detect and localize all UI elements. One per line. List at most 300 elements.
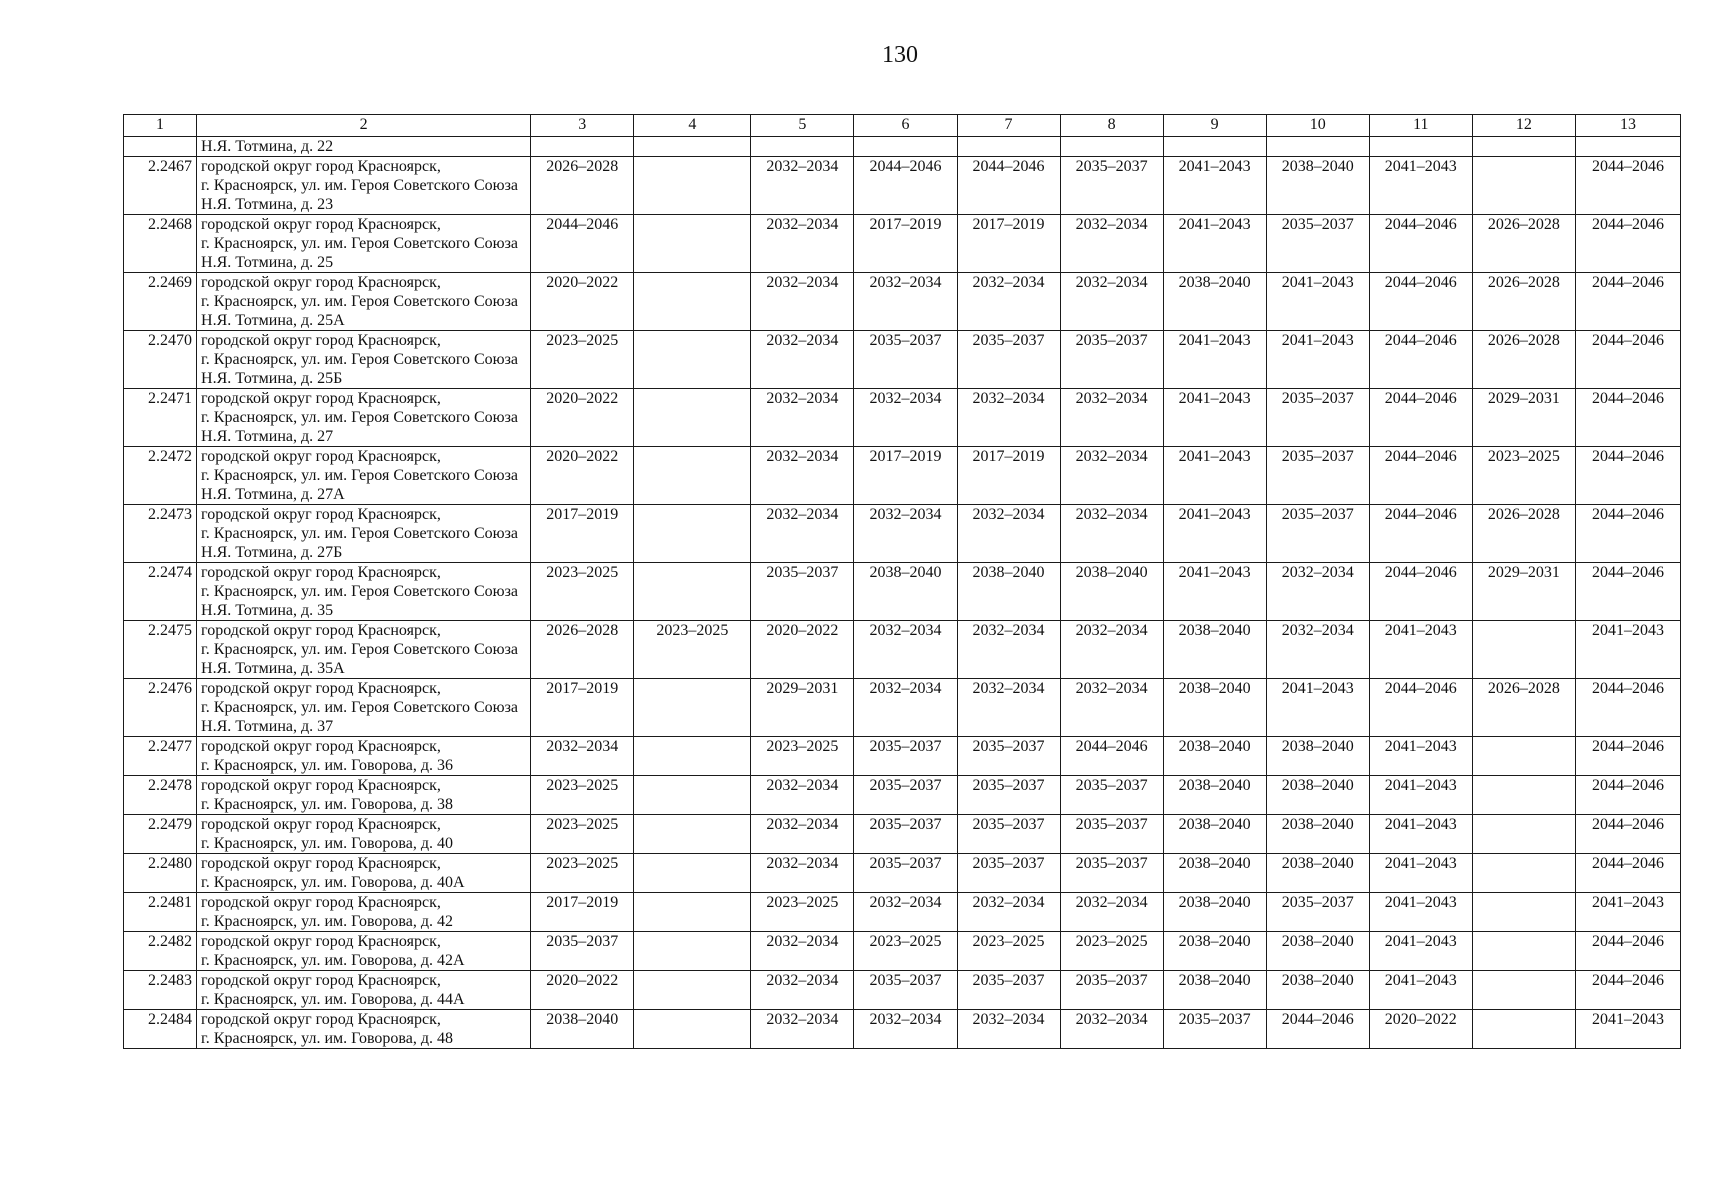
address-line: Н.Я. Тотмина, д. 27А	[201, 486, 345, 503]
period-cell-col-11: 2041–2043	[1369, 621, 1472, 679]
period-cell-col-6: 2017–2019	[854, 215, 957, 273]
period-cell-col-10: 2041–2043	[1266, 679, 1369, 737]
period-cell-col-11: 2041–2043	[1369, 971, 1472, 1010]
period-cell-col-9: 2041–2043	[1163, 505, 1266, 563]
period-cell-col-6: 2035–2037	[854, 737, 957, 776]
period-cell-col-11: 2044–2046	[1369, 679, 1472, 737]
period-cell-col-8: 2044–2046	[1060, 737, 1163, 776]
period-cell-col-13: 2044–2046	[1575, 563, 1680, 621]
period-cell-col-11: 2041–2043	[1369, 932, 1472, 971]
row-number-cell	[124, 137, 197, 157]
period-cell-col-10: 2032–2034	[1266, 621, 1369, 679]
period-cell-col-6: 2035–2037	[854, 971, 957, 1010]
period-cell-col-5: 2035–2037	[751, 563, 854, 621]
period-cell-col-7: 2035–2037	[957, 737, 1060, 776]
period-cell-col-7: 2044–2046	[957, 157, 1060, 215]
row-number-cell: 2.2469	[124, 273, 197, 331]
period-cell-col-5: 2032–2034	[751, 854, 854, 893]
period-cell-col-5: 2032–2034	[751, 932, 854, 971]
period-cell-col-5: 2032–2034	[751, 331, 854, 389]
period-cell-col-4	[634, 679, 751, 737]
row-number-cell: 2.2484	[124, 1010, 197, 1049]
address-line: городской округ город Красноярск,	[201, 332, 441, 349]
table-body	[124, 137, 1681, 1049]
address-line: Н.Я. Тотмина, д. 25А	[201, 312, 345, 329]
address-line: г. Красноярск, ул. им. Героя Советского Союза	[201, 583, 519, 600]
address-line: г. Красноярск, ул. им. Говорова, д. 44А	[201, 991, 465, 1008]
period-cell-col-7: 2032–2034	[957, 1010, 1060, 1049]
period-cell-col-6	[854, 137, 957, 157]
period-cell-col-3: 2026–2028	[531, 157, 634, 215]
table-row	[124, 505, 1681, 563]
period-cell-col-11: 2041–2043	[1369, 157, 1472, 215]
table-row	[124, 815, 1681, 854]
address-cell	[197, 157, 531, 215]
period-cell-col-11: 2041–2043	[1369, 776, 1472, 815]
period-cell-col-7: 2032–2034	[957, 893, 1060, 932]
period-cell-col-10: 2041–2043	[1266, 331, 1369, 389]
column-number-header-row	[124, 115, 1681, 137]
period-cell-col-8: 2023–2025	[1060, 932, 1163, 971]
period-cell-col-10: 2041–2043	[1266, 273, 1369, 331]
address-line: Н.Я. Тотмина, д. 22	[201, 138, 334, 155]
period-cell-col-8: 2035–2037	[1060, 971, 1163, 1010]
column-header-10: 10	[1266, 115, 1369, 137]
period-cell-col-13: 2044–2046	[1575, 157, 1680, 215]
period-cell-col-13: 2041–2043	[1575, 621, 1680, 679]
table-row	[124, 971, 1681, 1010]
period-cell-col-5: 2032–2034	[751, 815, 854, 854]
period-cell-col-10: 2035–2037	[1266, 447, 1369, 505]
period-cell-col-3: 2038–2040	[531, 1010, 634, 1049]
row-number-cell: 2.2482	[124, 932, 197, 971]
row-number-cell: 2.2475	[124, 621, 197, 679]
period-cell-col-9: 2038–2040	[1163, 893, 1266, 932]
period-cell-col-3: 2020–2022	[531, 971, 634, 1010]
address-line: городской округ город Красноярск,	[201, 933, 441, 950]
period-cell-col-13: 2044–2046	[1575, 447, 1680, 505]
address-cell	[197, 389, 531, 447]
period-cell-col-13	[1575, 137, 1680, 157]
address-cell	[197, 737, 531, 776]
period-cell-col-13: 2044–2046	[1575, 971, 1680, 1010]
table-row	[124, 157, 1681, 215]
period-cell-col-13: 2044–2046	[1575, 273, 1680, 331]
period-cell-col-11: 2020–2022	[1369, 1010, 1472, 1049]
address-cell	[197, 621, 531, 679]
period-cell-col-6: 2017–2019	[854, 447, 957, 505]
address-line: городской округ город Красноярск,	[201, 972, 441, 989]
period-cell-col-4	[634, 971, 751, 1010]
period-cell-col-5: 2029–2031	[751, 679, 854, 737]
column-header-2: 2	[197, 115, 531, 137]
period-cell-col-5: 2032–2034	[751, 273, 854, 331]
period-cell-col-7: 2035–2037	[957, 971, 1060, 1010]
period-cell-col-5: 2032–2034	[751, 1010, 854, 1049]
table-row	[124, 679, 1681, 737]
period-cell-col-6: 2032–2034	[854, 389, 957, 447]
table-row	[124, 137, 1681, 157]
period-cell-col-13: 2044–2046	[1575, 505, 1680, 563]
address-line: г. Красноярск, ул. им. Героя Советского Союза	[201, 177, 519, 194]
address-cell	[197, 563, 531, 621]
period-cell-col-12	[1472, 621, 1575, 679]
address-line: Н.Я. Тотмина, д. 25Б	[201, 370, 343, 387]
row-number-cell: 2.2479	[124, 815, 197, 854]
period-cell-col-5: 2032–2034	[751, 505, 854, 563]
period-cell-col-5	[751, 137, 854, 157]
period-cell-col-7: 2023–2025	[957, 932, 1060, 971]
period-cell-col-11: 2044–2046	[1369, 505, 1472, 563]
period-cell-col-5: 2023–2025	[751, 893, 854, 932]
period-cell-col-4	[634, 815, 751, 854]
table-row	[124, 389, 1681, 447]
period-cell-col-6: 2023–2025	[854, 932, 957, 971]
period-cell-col-9: 2038–2040	[1163, 776, 1266, 815]
address-line: г. Красноярск, ул. им. Говорова, д. 48	[201, 1030, 454, 1047]
period-cell-col-4	[634, 776, 751, 815]
period-cell-col-9: 2041–2043	[1163, 389, 1266, 447]
period-cell-col-8: 2035–2037	[1060, 815, 1163, 854]
period-cell-col-7: 2032–2034	[957, 389, 1060, 447]
address-line: г. Красноярск, ул. им. Героя Советского Союза	[201, 293, 519, 310]
period-cell-col-6: 2035–2037	[854, 776, 957, 815]
address-line: городской округ город Красноярск,	[201, 448, 441, 465]
period-cell-col-7: 2032–2034	[957, 679, 1060, 737]
table-row	[124, 854, 1681, 893]
period-cell-col-10: 2038–2040	[1266, 157, 1369, 215]
period-cell-col-9: 2041–2043	[1163, 447, 1266, 505]
period-cell-col-4	[634, 563, 751, 621]
period-cell-col-10: 2038–2040	[1266, 776, 1369, 815]
period-cell-col-13: 2041–2043	[1575, 893, 1680, 932]
period-cell-col-7: 2032–2034	[957, 621, 1060, 679]
period-cell-col-11: 2044–2046	[1369, 215, 1472, 273]
period-cell-col-13: 2044–2046	[1575, 331, 1680, 389]
period-cell-col-13: 2041–2043	[1575, 1010, 1680, 1049]
row-number-cell: 2.2474	[124, 563, 197, 621]
address-line: Н.Я. Тотмина, д. 35А	[201, 660, 345, 677]
address-line: городской округ город Красноярск,	[201, 390, 441, 407]
period-cell-col-4: 2023–2025	[634, 621, 751, 679]
period-cell-col-12	[1472, 157, 1575, 215]
period-cell-col-11: 2041–2043	[1369, 854, 1472, 893]
period-cell-col-7: 2032–2034	[957, 273, 1060, 331]
period-cell-col-7: 2017–2019	[957, 215, 1060, 273]
period-cell-col-6: 2035–2037	[854, 854, 957, 893]
period-cell-col-7: 2035–2037	[957, 331, 1060, 389]
table-row	[124, 737, 1681, 776]
period-cell-col-9: 2038–2040	[1163, 932, 1266, 971]
period-cell-col-6: 2032–2034	[854, 505, 957, 563]
period-cell-col-13: 2044–2046	[1575, 815, 1680, 854]
period-cell-col-8: 2035–2037	[1060, 854, 1163, 893]
period-cell-col-5: 2032–2034	[751, 215, 854, 273]
table-row	[124, 893, 1681, 932]
table-row	[124, 621, 1681, 679]
address-line: г. Красноярск, ул. им. Говорова, д. 36	[201, 757, 454, 774]
address-line: Н.Я. Тотмина, д. 25	[201, 254, 334, 271]
period-cell-col-6: 2032–2034	[854, 621, 957, 679]
period-cell-col-9: 2041–2043	[1163, 331, 1266, 389]
address-line: Н.Я. Тотмина, д. 35	[201, 602, 334, 619]
address-cell	[197, 137, 531, 157]
period-cell-col-10: 2044–2046	[1266, 1010, 1369, 1049]
address-line: г. Красноярск, ул. им. Говорова, д. 42А	[201, 952, 465, 969]
period-cell-col-10	[1266, 137, 1369, 157]
period-cell-col-4	[634, 893, 751, 932]
period-cell-col-4	[634, 389, 751, 447]
period-cell-col-7: 2035–2037	[957, 854, 1060, 893]
address-cell	[197, 815, 531, 854]
period-cell-col-13: 2044–2046	[1575, 932, 1680, 971]
address-line: г. Красноярск, ул. им. Героя Советского Союза	[201, 351, 519, 368]
period-cell-col-12	[1472, 932, 1575, 971]
period-cell-col-8: 2032–2034	[1060, 215, 1163, 273]
period-cell-col-12	[1472, 1010, 1575, 1049]
period-cell-col-9: 2041–2043	[1163, 215, 1266, 273]
address-line: городской округ город Красноярск,	[201, 564, 441, 581]
period-cell-col-6: 2044–2046	[854, 157, 957, 215]
column-header-11: 11	[1369, 115, 1472, 137]
period-cell-col-5: 2032–2034	[751, 389, 854, 447]
address-cell	[197, 1010, 531, 1049]
period-cell-col-3: 2032–2034	[531, 737, 634, 776]
period-cell-col-12	[1472, 893, 1575, 932]
period-cell-col-7: 2032–2034	[957, 505, 1060, 563]
table-row	[124, 932, 1681, 971]
period-cell-col-3: 2026–2028	[531, 621, 634, 679]
period-cell-col-9: 2041–2043	[1163, 157, 1266, 215]
period-cell-col-11	[1369, 137, 1472, 157]
period-cell-col-4	[634, 505, 751, 563]
period-cell-col-10: 2038–2040	[1266, 854, 1369, 893]
address-line: г. Красноярск, ул. им. Говорова, д. 40	[201, 835, 454, 852]
address-line: Н.Я. Тотмина, д. 37	[201, 718, 334, 735]
page-number: 130	[882, 42, 918, 68]
period-cell-col-13: 2044–2046	[1575, 776, 1680, 815]
address-cell	[197, 273, 531, 331]
address-cell	[197, 331, 531, 389]
period-cell-col-4	[634, 932, 751, 971]
row-number-cell: 2.2473	[124, 505, 197, 563]
column-header-7: 7	[957, 115, 1060, 137]
period-cell-col-12	[1472, 137, 1575, 157]
period-cell-col-3: 2023–2025	[531, 563, 634, 621]
period-cell-col-4	[634, 447, 751, 505]
period-cell-col-4	[634, 157, 751, 215]
period-cell-col-12: 2023–2025	[1472, 447, 1575, 505]
period-cell-col-8: 2032–2034	[1060, 389, 1163, 447]
period-cell-col-10: 2035–2037	[1266, 505, 1369, 563]
period-cell-col-4	[634, 331, 751, 389]
period-cell-col-9	[1163, 137, 1266, 157]
period-cell-col-12	[1472, 776, 1575, 815]
period-cell-col-3: 2020–2022	[531, 389, 634, 447]
period-cell-col-13: 2044–2046	[1575, 854, 1680, 893]
period-cell-col-4	[634, 215, 751, 273]
period-cell-col-4	[634, 273, 751, 331]
period-cell-col-8: 2032–2034	[1060, 505, 1163, 563]
period-cell-col-9: 2038–2040	[1163, 854, 1266, 893]
period-cell-col-10: 2035–2037	[1266, 389, 1369, 447]
period-cell-col-12: 2029–2031	[1472, 563, 1575, 621]
period-cell-col-7	[957, 137, 1060, 157]
period-cell-col-9: 2038–2040	[1163, 679, 1266, 737]
address-cell	[197, 932, 531, 971]
period-cell-col-4	[634, 137, 751, 157]
address-line: городской округ город Красноярск,	[201, 816, 441, 833]
period-cell-col-10: 2032–2034	[1266, 563, 1369, 621]
address-line: городской округ город Красноярск,	[201, 855, 441, 872]
address-line: городской округ город Красноярск,	[201, 622, 441, 639]
address-line: Н.Я. Тотмина, д. 27	[201, 428, 334, 445]
row-number-cell: 2.2477	[124, 737, 197, 776]
row-number-cell: 2.2481	[124, 893, 197, 932]
period-cell-col-10: 2038–2040	[1266, 737, 1369, 776]
column-header-5: 5	[751, 115, 854, 137]
period-cell-col-9: 2038–2040	[1163, 971, 1266, 1010]
row-number-cell: 2.2476	[124, 679, 197, 737]
period-cell-col-8: 2032–2034	[1060, 1010, 1163, 1049]
address-line: г. Красноярск, ул. им. Героя Советского Союза	[201, 641, 519, 658]
period-cell-col-12	[1472, 815, 1575, 854]
address-line: Н.Я. Тотмина, д. 27Б	[201, 544, 343, 561]
period-cell-col-8: 2032–2034	[1060, 447, 1163, 505]
period-cell-col-9: 2038–2040	[1163, 815, 1266, 854]
period-cell-col-12	[1472, 737, 1575, 776]
column-header-3: 3	[531, 115, 634, 137]
period-cell-col-12: 2026–2028	[1472, 273, 1575, 331]
period-cell-col-8: 2032–2034	[1060, 679, 1163, 737]
period-cell-col-8: 2032–2034	[1060, 621, 1163, 679]
period-cell-col-4	[634, 854, 751, 893]
period-cell-col-3: 2020–2022	[531, 447, 634, 505]
period-cell-col-5: 2020–2022	[751, 621, 854, 679]
period-cell-col-9: 2038–2040	[1163, 737, 1266, 776]
period-cell-col-11: 2041–2043	[1369, 737, 1472, 776]
period-cell-col-5: 2032–2034	[751, 157, 854, 215]
period-cell-col-3: 2017–2019	[531, 893, 634, 932]
address-line: г. Красноярск, ул. им. Героя Советского Союза	[201, 525, 519, 542]
address-line: городской округ город Красноярск,	[201, 1011, 441, 1028]
period-cell-col-12: 2026–2028	[1472, 505, 1575, 563]
address-line: г. Красноярск, ул. им. Героя Советского Союза	[201, 699, 519, 716]
address-line: городской округ город Красноярск,	[201, 680, 441, 697]
period-cell-col-3	[531, 137, 634, 157]
address-line: г. Красноярск, ул. им. Говорова, д. 38	[201, 796, 454, 813]
period-cell-col-10: 2035–2037	[1266, 215, 1369, 273]
period-cell-col-8: 2035–2037	[1060, 157, 1163, 215]
period-cell-col-11: 2044–2046	[1369, 563, 1472, 621]
period-cell-col-11: 2044–2046	[1369, 273, 1472, 331]
address-line: г. Красноярск, ул. им. Говорова, д. 40А	[201, 874, 465, 891]
column-header-9: 9	[1163, 115, 1266, 137]
period-cell-col-5: 2032–2034	[751, 971, 854, 1010]
period-cell-col-6: 2038–2040	[854, 563, 957, 621]
column-header-13: 13	[1575, 115, 1680, 137]
address-line: городской округ город Красноярск,	[201, 158, 441, 175]
period-cell-col-8: 2032–2034	[1060, 273, 1163, 331]
period-cell-col-12: 2026–2028	[1472, 215, 1575, 273]
period-cell-col-8: 2035–2037	[1060, 776, 1163, 815]
period-cell-col-9: 2038–2040	[1163, 621, 1266, 679]
address-cell	[197, 776, 531, 815]
period-cell-col-3: 2023–2025	[531, 815, 634, 854]
period-cell-col-5: 2032–2034	[751, 447, 854, 505]
address-cell	[197, 854, 531, 893]
address-line: городской округ город Красноярск,	[201, 274, 441, 291]
period-cell-col-8: 2032–2034	[1060, 893, 1163, 932]
period-cell-col-3: 2017–2019	[531, 505, 634, 563]
period-cell-col-10: 2038–2040	[1266, 971, 1369, 1010]
period-cell-col-7: 2035–2037	[957, 776, 1060, 815]
period-cell-col-8: 2035–2037	[1060, 331, 1163, 389]
table-row	[124, 447, 1681, 505]
period-cell-col-4	[634, 737, 751, 776]
period-cell-col-9: 2041–2043	[1163, 563, 1266, 621]
address-cell	[197, 505, 531, 563]
period-cell-col-3: 2017–2019	[531, 679, 634, 737]
period-cell-col-13: 2044–2046	[1575, 215, 1680, 273]
period-cell-col-9: 2038–2040	[1163, 273, 1266, 331]
row-number-cell: 2.2478	[124, 776, 197, 815]
column-header-6: 6	[854, 115, 957, 137]
table-row	[124, 215, 1681, 273]
period-cell-col-11: 2044–2046	[1369, 447, 1472, 505]
period-cell-col-8: 2038–2040	[1060, 563, 1163, 621]
address-line: г. Красноярск, ул. им. Героя Советского Союза	[201, 409, 519, 426]
period-cell-col-12: 2026–2028	[1472, 331, 1575, 389]
address-line: г. Красноярск, ул. им. Героя Советского Союза	[201, 235, 519, 252]
address-line: Н.Я. Тотмина, д. 23	[201, 196, 334, 213]
period-cell-col-6: 2032–2034	[854, 679, 957, 737]
address-line: г. Красноярск, ул. им. Героя Советского Союза	[201, 467, 519, 484]
period-cell-col-13: 2044–2046	[1575, 679, 1680, 737]
period-cell-col-6: 2032–2034	[854, 273, 957, 331]
table-row	[124, 563, 1681, 621]
period-cell-col-5: 2023–2025	[751, 737, 854, 776]
period-cell-col-3: 2023–2025	[531, 331, 634, 389]
period-cell-col-13: 2044–2046	[1575, 389, 1680, 447]
address-line: городской округ город Красноярск,	[201, 216, 441, 233]
period-cell-col-10: 2038–2040	[1266, 815, 1369, 854]
period-cell-col-9: 2035–2037	[1163, 1010, 1266, 1049]
row-number-cell: 2.2472	[124, 447, 197, 505]
column-header-1: 1	[124, 115, 197, 137]
row-number-cell: 2.2480	[124, 854, 197, 893]
table-row	[124, 1010, 1681, 1049]
period-cell-col-12: 2026–2028	[1472, 679, 1575, 737]
period-cell-col-11: 2044–2046	[1369, 331, 1472, 389]
period-cell-col-11: 2041–2043	[1369, 893, 1472, 932]
period-cell-col-7: 2017–2019	[957, 447, 1060, 505]
period-cell-col-11: 2044–2046	[1369, 389, 1472, 447]
period-cell-col-10: 2038–2040	[1266, 932, 1369, 971]
row-number-cell: 2.2467	[124, 157, 197, 215]
period-cell-col-7: 2035–2037	[957, 815, 1060, 854]
period-cell-col-12	[1472, 854, 1575, 893]
address-cell	[197, 971, 531, 1010]
period-cell-col-6: 2032–2034	[854, 1010, 957, 1049]
column-header-8: 8	[1060, 115, 1163, 137]
address-cell	[197, 215, 531, 273]
period-cell-col-7: 2038–2040	[957, 563, 1060, 621]
period-cell-col-3: 2035–2037	[531, 932, 634, 971]
period-cell-col-3: 2044–2046	[531, 215, 634, 273]
table-row	[124, 273, 1681, 331]
period-cell-col-10: 2035–2037	[1266, 893, 1369, 932]
